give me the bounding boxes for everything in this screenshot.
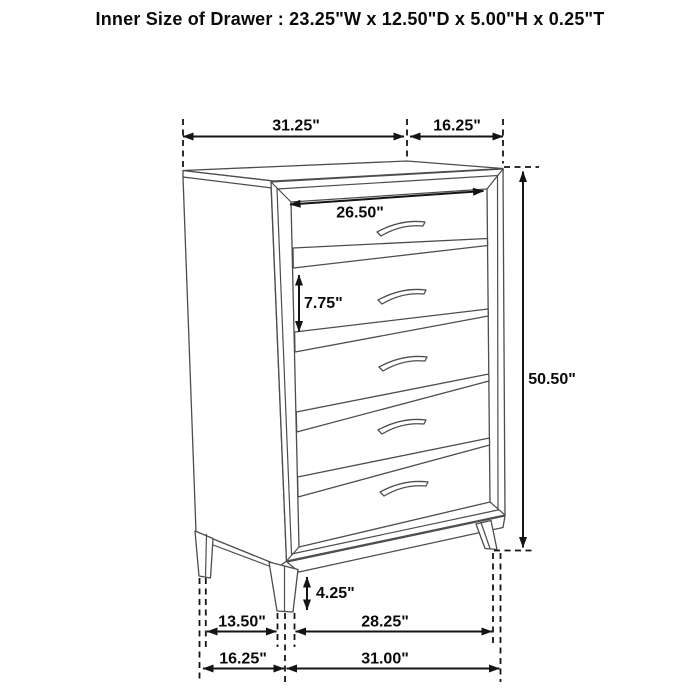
dim-label-leg-height: 4.25": [316, 585, 355, 602]
dim-label-floor-depth-overall: 16.25": [219, 650, 267, 668]
dim-label-floor-depth-inner: 13.50": [218, 613, 266, 631]
front-left-leg: [269, 562, 298, 612]
dim-label-top-width: 31.25": [272, 117, 320, 135]
dim-label-drawer-width: 26.50": [336, 204, 384, 222]
dim-label-floor-width-inner: 28.25": [361, 613, 409, 631]
dim-label-overall-height: 50.50": [528, 371, 576, 388]
chest-furniture: [183, 161, 505, 612]
side-panel: [183, 177, 287, 566]
rear-left-leg: [195, 531, 213, 578]
dim-label-floor-width-overall: 31.00": [361, 650, 409, 668]
dim-label-drawer-height: 7.75": [304, 295, 343, 312]
diagram-title: Inner Size of Drawer : 23.25"W x 12.50"D x 5.00"H x 0.25"T: [95, 9, 605, 29]
dim-label-top-depth: 16.25": [433, 117, 481, 135]
